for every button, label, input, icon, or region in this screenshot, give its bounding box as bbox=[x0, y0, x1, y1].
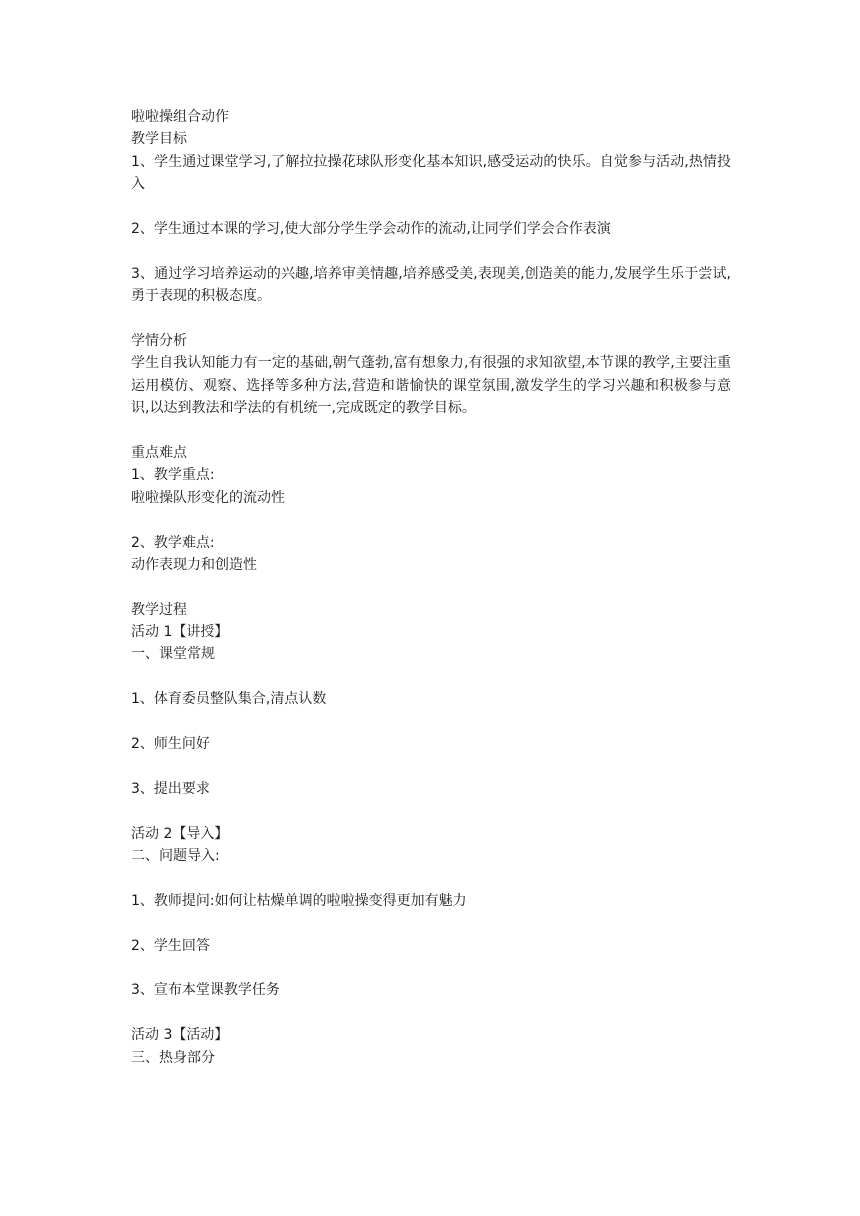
spacer bbox=[131, 666, 731, 688]
spacer bbox=[131, 509, 731, 531]
spacer bbox=[131, 1002, 731, 1024]
analysis-heading: 学情分析 bbox=[131, 332, 187, 349]
key-point-1-text: 啦啦操队形变化的流动性 bbox=[131, 489, 285, 506]
spacer bbox=[131, 308, 731, 330]
activity-2-item-1: 1、教师提问:如何让枯燥单调的啦啦操变得更加有魅力 bbox=[131, 892, 467, 909]
spacer bbox=[131, 755, 731, 777]
spacer bbox=[131, 711, 731, 733]
spacer bbox=[131, 800, 731, 822]
spacer bbox=[131, 912, 731, 934]
spacer bbox=[131, 867, 731, 889]
activity-1-title: 活动 1【讲授】 bbox=[131, 624, 229, 641]
spacer bbox=[131, 196, 731, 218]
key-point-2-text: 动作表现力和创造性 bbox=[131, 556, 257, 573]
activity-3-title: 活动 3【活动】 bbox=[131, 1027, 229, 1044]
key-point-2-label: 2、教学难点: bbox=[131, 534, 215, 551]
spacer bbox=[131, 420, 731, 442]
key-points-heading: 重点难点 bbox=[131, 444, 187, 461]
spacer bbox=[131, 576, 731, 598]
goals-heading: 教学目标 bbox=[131, 131, 187, 148]
goal-1: 1、学生通过课堂学习,了解拉拉操花球队形变化基本知识,感受运动的快乐。自觉参与活动,热情投入 bbox=[131, 153, 731, 193]
activity-3-subtitle: 三、热身部分 bbox=[131, 1049, 215, 1066]
activity-1-item-1: 1、体育委员整队集合,清点认数 bbox=[131, 691, 327, 708]
activity-2-title: 活动 2【导入】 bbox=[131, 825, 229, 842]
goal-2: 2、学生通过本课的学习,使大部分学生学会动作的流动,让同学们学会合作表演 bbox=[131, 220, 611, 237]
goal-3: 3、通过学习培养运动的兴趣,培养审美情趣,培养感受美,表现美,创造美的能力,发展学生乐于尝试,勇于表现的积极态度。 bbox=[131, 265, 731, 305]
activity-1-item-3: 3、提出要求 bbox=[131, 780, 210, 797]
process-heading: 教学过程 bbox=[131, 601, 187, 618]
document-body bbox=[131, 106, 731, 1069]
activity-2-subtitle: 二、问题导入: bbox=[131, 848, 220, 864]
spacer bbox=[131, 957, 731, 979]
analysis-text: 学生自我认知能力有一定的基础,朝气蓬勃,富有想象力,有很强的求知欲望,本节课的教学,主要注重运用模仿、观察、选择等多种方法,营造和谐愉快的课堂氛围,激发学生的学习兴趣和积极参与意识,以达到教法和学法的有机统一,完成既定的教学目标。 bbox=[131, 355, 731, 417]
activity-2-item-3: 3、宣布本堂课教学任务 bbox=[131, 982, 280, 999]
activity-2-item-2: 2、学生回答 bbox=[131, 937, 210, 954]
activity-1-subtitle: 一、课堂常规 bbox=[131, 646, 215, 663]
spacer bbox=[131, 240, 731, 262]
activity-1-item-2: 2、师生问好 bbox=[131, 736, 210, 753]
key-point-1-label: 1、教学重点: bbox=[131, 467, 215, 484]
document-title: 啦啦操组合动作 bbox=[131, 109, 229, 125]
